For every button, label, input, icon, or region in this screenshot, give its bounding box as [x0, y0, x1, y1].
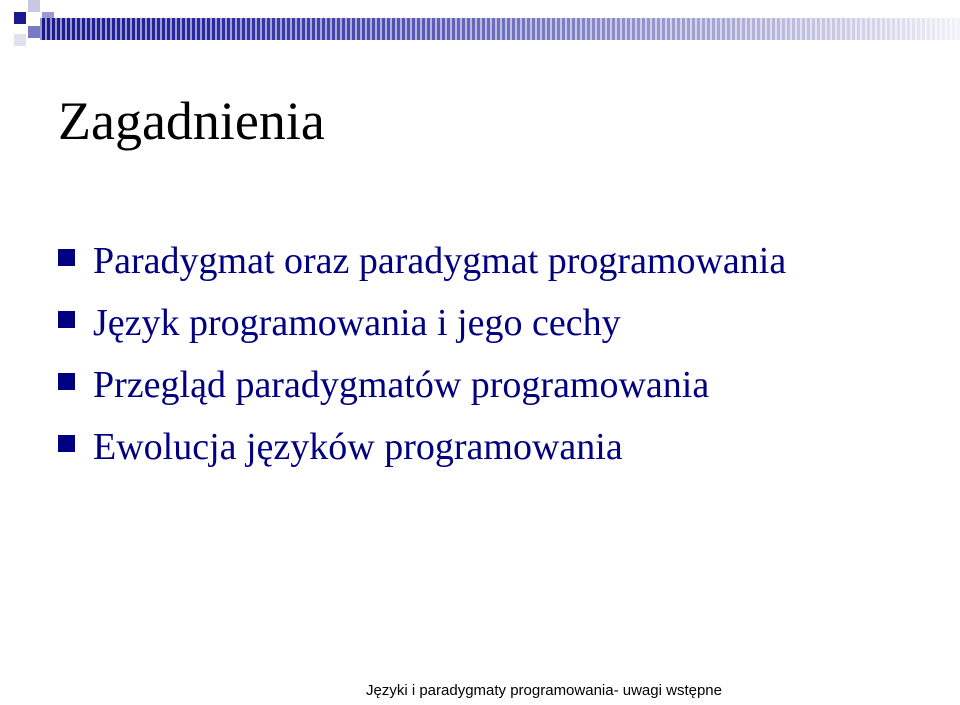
slide-title: Zagadnienia	[58, 91, 325, 151]
decorative-square-icon	[28, 26, 40, 38]
square-bullet-icon	[58, 311, 75, 328]
slide-footer: Języki i paradygmaty programowania- uwagi wstępne	[365, 682, 722, 699]
list-item	[58, 292, 938, 354]
bullet-text: Język programowania i jego cechy	[93, 302, 621, 344]
header-banner	[0, 0, 960, 60]
decorative-square-icon	[28, 0, 40, 12]
bullet-text: Paradygmat oraz paradygmat programowania	[93, 240, 787, 282]
bullet-list	[58, 230, 938, 478]
decorative-square-icon	[14, 34, 26, 46]
gradient-stripe	[40, 18, 960, 40]
square-bullet-icon	[58, 435, 75, 452]
decorative-square-icon	[14, 12, 26, 24]
square-bullet-icon	[58, 249, 75, 266]
list-item	[58, 354, 938, 416]
bullet-text: Przegląd paradygmatów programowania	[93, 364, 710, 406]
square-bullet-icon	[58, 373, 75, 390]
bullet-text: Ewolucja języków programowania	[93, 426, 623, 468]
list-item	[58, 416, 938, 478]
list-item	[58, 230, 938, 292]
